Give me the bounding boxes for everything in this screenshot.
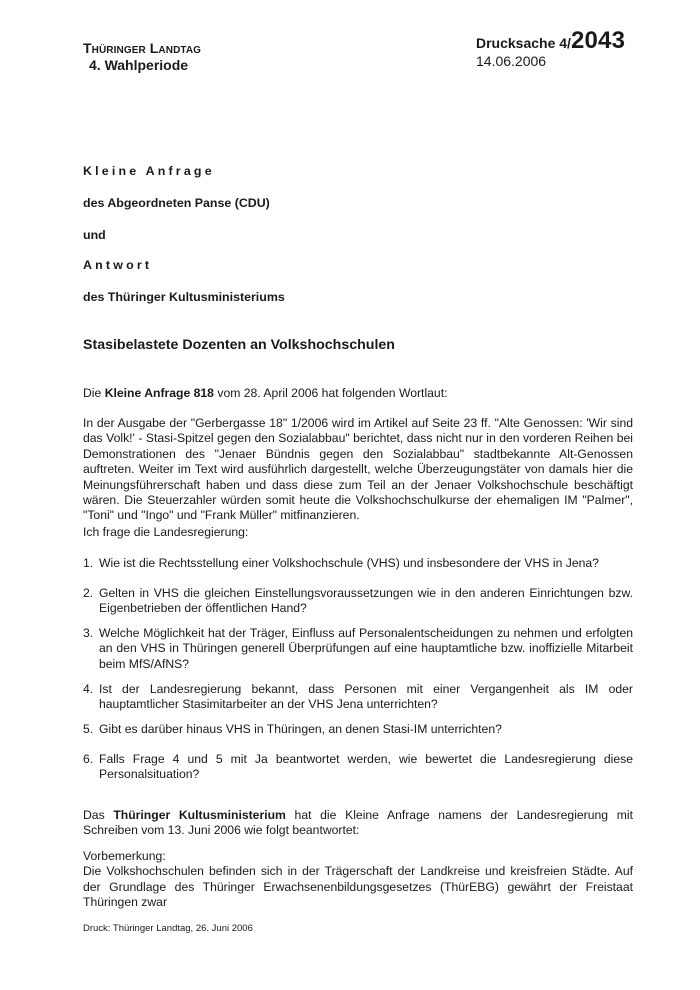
question-number: 5. bbox=[83, 722, 94, 736]
question-text: Wie ist die Rechtsstellung einer Volkshochschule (VHS) und insbesondere der VHS in Jena? bbox=[99, 556, 599, 570]
question-text: Welche Möglichkeit hat der Träger, Einfluss auf Personalentscheidungen zu nehmen und erfolgten an den VHS in Thüringen generell Überprüfungen auf eine hauptamtliche bzw. inoffizielle Mitarbeit beim MfS/AfNS? bbox=[99, 626, 633, 671]
drucksache-number: 2043 bbox=[570, 27, 626, 54]
preliminary-remark-heading: Vorbemerkung: bbox=[83, 849, 166, 863]
question-number: 1. bbox=[83, 556, 94, 570]
question-number: 6. bbox=[83, 752, 94, 766]
ministry-name: Thüringer Kultusministerium bbox=[113, 808, 286, 822]
answer-intro-suffix: hat die Kleine Anfrage namens der Landesregierung mit Schreiben vom 13. Juni 2006 wie folgt beantwortet: bbox=[83, 808, 633, 838]
preliminary-remark-text: Die Volkshochschulen befinden sich in der Trägerschaft der Landkreise und kreisfreien Städte. Auf der Grundlage des Thüringer Erwachsenenbildungsgesetzes (ThürEBG) gewährt der Freistaat Thüringen zwar bbox=[83, 864, 633, 910]
member-line: des Abgeordneten Panse (CDU) bbox=[83, 196, 270, 210]
print-footer: Druck: Thüringer Landtag, 26. Juni 2006 bbox=[83, 923, 253, 934]
question-item bbox=[83, 556, 633, 571]
question-prompt: Ich frage die Landesregierung: bbox=[83, 525, 249, 539]
question-number: 4. bbox=[83, 682, 94, 696]
issuer-block bbox=[83, 40, 201, 74]
intro-paragraph bbox=[83, 386, 633, 401]
inquiry-text: In der Ausgabe der "Gerbergasse 18" 1/2006 wird im Artikel auf Seite 23 ff. "Alte Genossen: 'Wir sind das Volk!' - Stasi-Spitzel gegen den Sozialabbau" berichtet, dass nicht nur in den vorderen Reihen bei Demonstrationen des "Jenaer Bündnis gegen den Sozialabbau" stadtbekannte Alt-Genossen auftreten. Weiter im Text wird ausführlich dargestellt, welche Überzeugungstäter von damals hier die Meinungsführerschaft haben und dass diese zum Teil an der Jenaer Volkshochschule beschäftigt wären. Die Steuerzahler würden somit heute die Volkshochschulkurse der ehemaligen IM "Palmer", "Toni" und "Ingo" und "Frank Müller" mitfinanzieren. bbox=[83, 416, 633, 523]
drucksache-label: Drucksache 4/ bbox=[476, 35, 571, 51]
kleine-anfrage-heading: Kleine Anfrage bbox=[83, 164, 215, 178]
intro-prefix: Die bbox=[83, 386, 105, 400]
question-item bbox=[83, 722, 633, 737]
und-line: und bbox=[83, 228, 106, 242]
answer-intro bbox=[83, 808, 633, 839]
document-reference bbox=[476, 27, 626, 70]
ministry-line: des Thüringer Kultusministeriums bbox=[83, 290, 285, 304]
electoral-period: 4. Wahlperiode bbox=[89, 57, 189, 73]
question-item bbox=[83, 752, 633, 783]
inquiry-reference: Kleine Anfrage 818 bbox=[104, 386, 214, 400]
question-text: Ist der Landesregierung bekannt, dass Personen mit einer Vergangenheit als IM oder hauptamtlicher Stasimitarbeiter an der VHS Jena unterrichten? bbox=[99, 682, 633, 712]
question-item bbox=[83, 682, 633, 713]
question-text: Gibt es darüber hinaus VHS in Thüringen, an denen Stasi-IM unterrichten? bbox=[99, 722, 502, 736]
question-number: 3. bbox=[83, 626, 94, 640]
question-item bbox=[83, 586, 633, 617]
preliminary-remark bbox=[83, 849, 633, 911]
intro-suffix: vom 28. April 2006 hat folgenden Wortlaut: bbox=[213, 386, 448, 400]
document-title: Stasibelastete Dozenten an Volkshochschulen bbox=[83, 337, 395, 353]
drucksache-line bbox=[476, 27, 626, 54]
answer-intro-prefix: Das bbox=[83, 808, 114, 822]
parliament-name: Thüringer Landtag bbox=[83, 40, 202, 56]
document-date: 14.06.2006 bbox=[476, 53, 547, 70]
question-number: 2. bbox=[83, 586, 94, 600]
question-item bbox=[83, 626, 633, 672]
question-text: Gelten in VHS die gleichen Einstellungsvoraussetzungen wie in den anderen Einrichtungen bzw. Eigenbetrieben der öffentlichen Hand? bbox=[99, 586, 633, 616]
question-text: Falls Frage 4 und 5 mit Ja beantwortet werden, wie bewertet die Landesregierung diese Personalsituation? bbox=[99, 752, 633, 782]
antwort-heading: Antwort bbox=[83, 258, 153, 272]
